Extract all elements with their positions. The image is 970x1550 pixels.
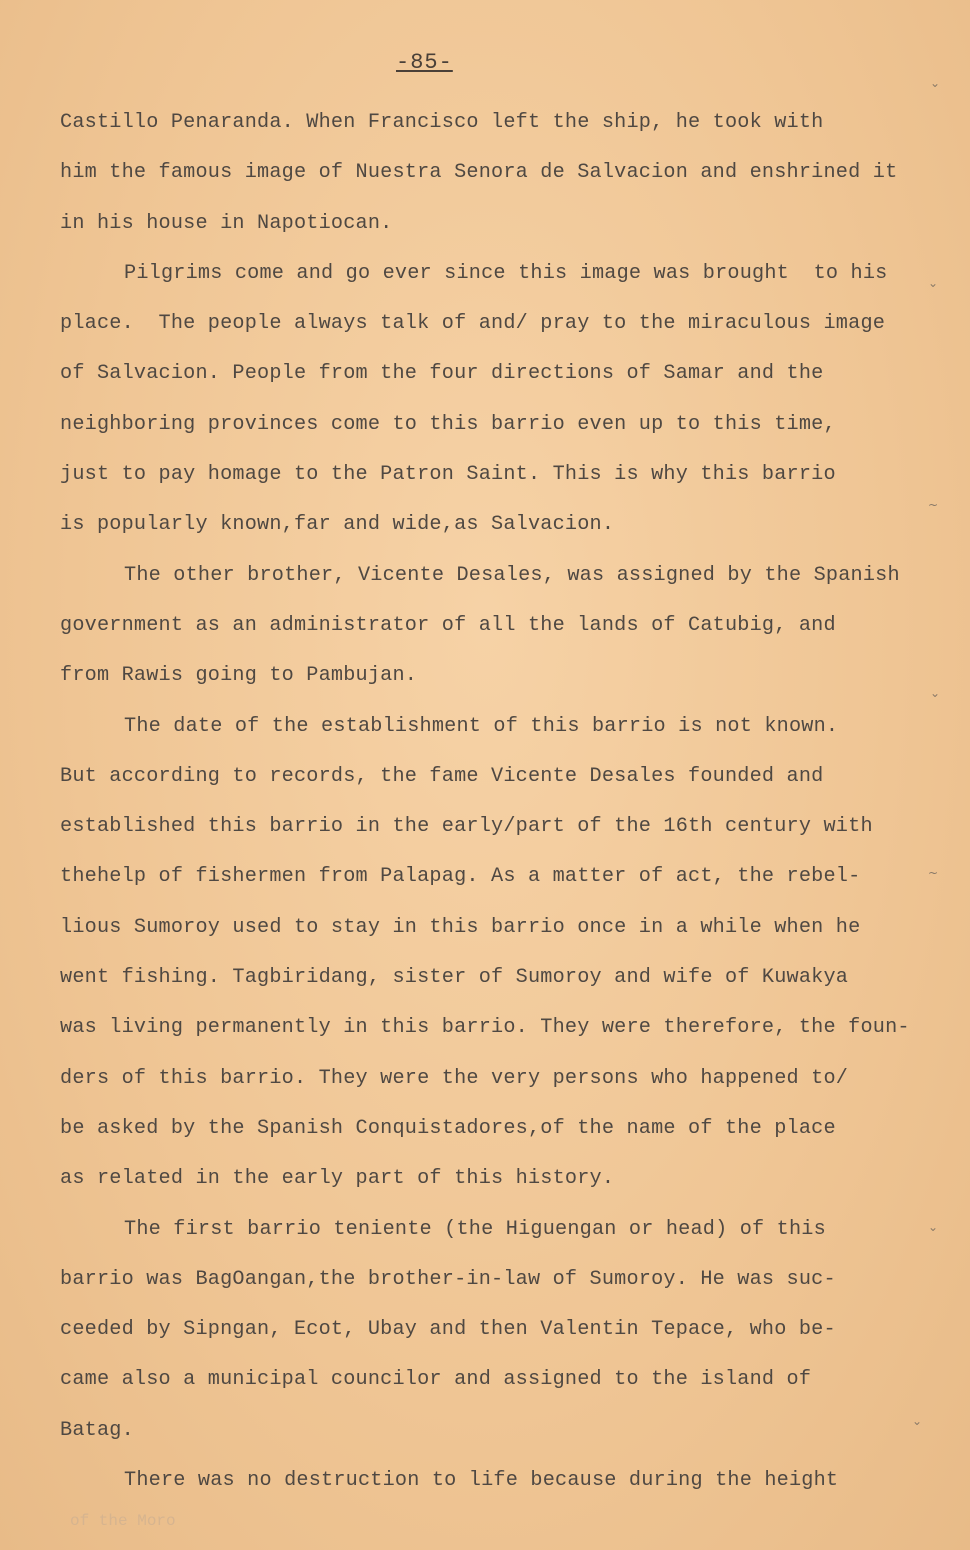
text-line: lious Sumoroy used to stay in this barrio once in a while when he [60, 915, 861, 939]
text-line: of Salvacion. People from the four directions of Samar and the [60, 362, 824, 386]
text-line: The first barrio teniente (the Higuengan or head) of this [124, 1217, 826, 1241]
margin-mark: ⌄ [912, 1414, 923, 1428]
text-line: The other brother, Vicente Desales, was assigned by the Spanish [124, 563, 900, 587]
margin-mark: ~ [928, 498, 939, 512]
text-line: as related in the early part of this history. [60, 1167, 615, 1191]
text-line: place. The people always talk of and/ pray to the miraculous image [60, 312, 886, 336]
text-line: be asked by the Spanish Conquistadores,of the name of the place [60, 1116, 836, 1140]
margin-mark: ⌄ [930, 76, 941, 90]
text-line: established this barrio in the early/part of the 16th century with [60, 815, 873, 839]
margin-mark: ⌄ [928, 1220, 939, 1234]
text-line: was living permanently in this barrio. They were therefore, the foun- [60, 1016, 910, 1040]
text-line: neighboring provinces come to this barrio even up to this time, [60, 412, 836, 436]
text-line: went fishing. Tagbiridang, sister of Sumoroy and wife of Kuwakya [60, 966, 849, 990]
text-line: government as an administrator of all the lands of Catubig, and [60, 613, 836, 637]
text-line: in his house in Napotiocan. [60, 211, 393, 235]
text-line: is popularly known,far and wide,as Salvacion. [60, 513, 615, 537]
page-number: -85- [396, 50, 453, 75]
text-line: The date of the establishment of this barrio is not known. [124, 714, 839, 738]
text-line: thehelp of fishermen from Palapag. As a matter of act, the rebel- [60, 865, 861, 889]
faint-bleedthrough-text: of the Moro [70, 1512, 176, 1530]
text-line: just to pay homage to the Patron Saint. This is why this barrio [60, 463, 836, 487]
text-line: Pilgrims come and go ever since this image was brought to his [124, 261, 888, 285]
margin-mark: ⌄ [928, 276, 939, 290]
text-line: came also a municipal councilor and assigned to the island of [60, 1368, 812, 1392]
text-line: But according to records, the fame Vicente Desales founded and [60, 764, 824, 788]
document-body [60, 98, 930, 1506]
text-line: barrio was BagOangan,the brother-in-law of Sumoroy. He was suc- [60, 1267, 836, 1291]
text-line: Castillo Penaranda. When Francisco left the ship, he took with [60, 111, 824, 134]
text-line: Batag. [60, 1418, 134, 1442]
margin-mark: ⌄ [930, 686, 941, 700]
text-line: from Rawis going to Pambujan. [60, 664, 418, 688]
text-line: him the famous image of Nuestra Senora de Salvacion and enshrined it [60, 161, 898, 185]
text-line: There was no destruction to life because during the height [124, 1469, 839, 1493]
text-line: ders of this barrio. They were the very persons who happened to/ [60, 1066, 849, 1090]
text-line: ceeded by Sipngan, Ecot, Ubay and then Valentin Tepace, who be- [60, 1318, 836, 1342]
margin-mark: ~ [928, 866, 939, 880]
